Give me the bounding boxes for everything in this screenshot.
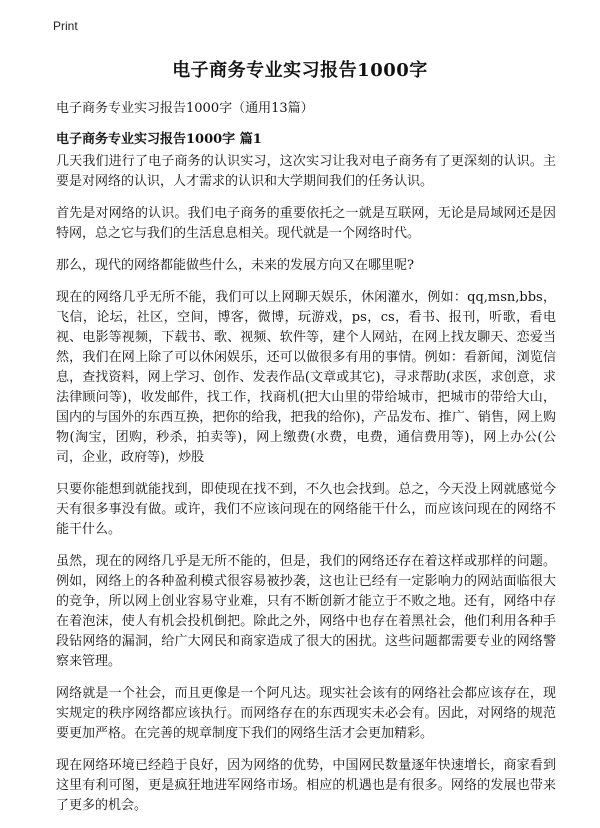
paragraph-8: 现在网络环境已经趋于良好，因为网络的优势，中国网民数量逐年快速增长，商家看到这里有利可图，更是疯狂地进军网络市场。相应的机遇也是有很多。网络的发展也带来了更多的机会。 bbox=[56, 758, 556, 813]
paragraph-2: 首先是对网络的认识。我们电子商务的重要依托之一就是互联网，无论是局域网还是因特网，总之它与我们的生活息息相关。现代就是一个网络时代。 bbox=[56, 206, 556, 241]
document-subtitle: 电子商务专业实习报告1000字（通用13篇） bbox=[56, 101, 314, 116]
section-heading: 电子商务专业实习报告1000字 篇1 bbox=[56, 132, 262, 147]
paragraph-3: 那么，现代的网络都能做些什么，未来的发展方向又在哪里呢? bbox=[56, 258, 414, 273]
document-body bbox=[56, 152, 556, 828]
paragraph-7: 网络就是一个社会，而且更像是一个阿凡达。现实社会该有的网络社会都应该存在，现实规定的秩序网络都应该执行。而网络存在的东西现实未必会有。因此，对网络的规范要更加严格。在完善的规章制度下我们的网络生活才会更加精彩。 bbox=[56, 686, 556, 741]
document-title: 电子商务专业实习报告1000字 bbox=[172, 60, 428, 81]
paragraph-5: 只要你能想到就能找到，即使现在找不到，不久也会找到。总之，今天没上网就感觉今天有很多事没有做。或许，我们不应该问现在的网络能干什么，而应该问现在的网络不能干什么。 bbox=[56, 482, 556, 537]
paragraph-6: 虽然，现在的网络几乎是无所不能的，但是，我们的网络还存在着这样或那样的问题。例如，网络上的各种盈利模式很容易被抄袭，这也让已经有一定影响力的网站面临很大的竞争，所以网上创业容易守业难，只有不断创新才能立于不败之地。还有，网络中存在着泡沫，使人有机会投机倒把。除此之外，网络中也存在着黑社会，他们利用各种手段钻网络的漏洞，给广大网民和商家造成了很大的困扰。这些问题都需要专业的网络警察来管理。 bbox=[56, 554, 556, 669]
print-link[interactable]: Print bbox=[53, 19, 78, 33]
paragraph-4: 现在的网络几乎无所不能，我们可以上网聊天娱乐，休闲灌水，例如：qq,msn,bbs，飞信，论坛，社区，空间，博客，微博，玩游戏，ps，cs，看书、报刊，听歌，看电视、电影等视频，下载书、歌、视频、软件等，建个人网站，在网上找友聊天、恋爱当然，我们在网上除了可以休闲娱乐，还可以做很多有用的事情。例如：看新闻，浏览信息，查找资料，网上学习、创作、发表作品(文章或其它)，寻求帮助(求医，求创意，求法律顾问等)，收发邮件，找工作，找商机(把大山里的带给城市，把城市的带给大山，国内的与国外的东西互换，把你的给我，把我的给你)，产品发布、推广、销售，网上购物(淘宝，团购，秒杀，拍卖等)，网上缴费(水费，电费，通信费用等)，网上办公(公司，企业，政府等)，炒股 bbox=[56, 290, 556, 465]
paragraph-1: 几天我们进行了电子商务的认识实习，这次实习让我对电子商务有了更深刻的认识。主要是对网络的认识，人才需求的认识和大学期间我们的任务认识。 bbox=[56, 154, 556, 189]
